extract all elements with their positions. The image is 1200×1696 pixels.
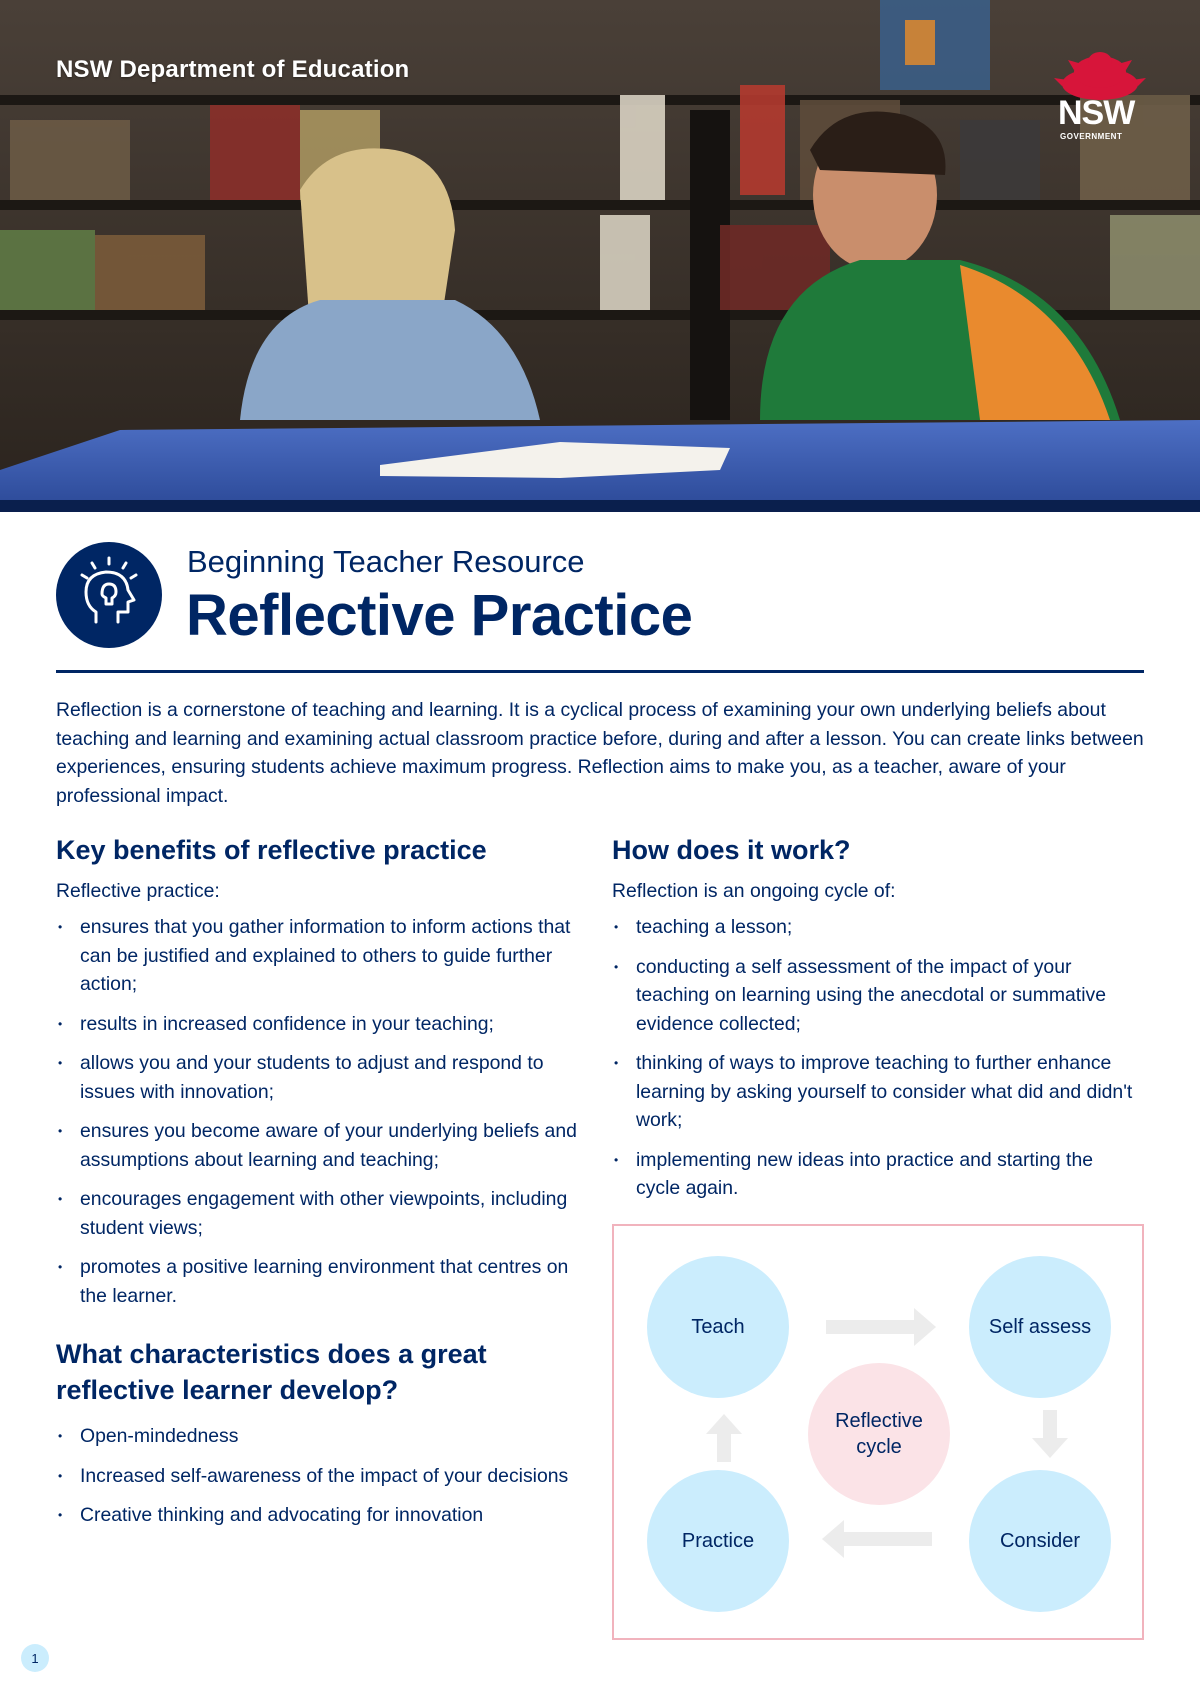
- cycle-node-practice: Practice: [647, 1470, 789, 1612]
- organisation-name: NSW Department of Education: [56, 56, 410, 83]
- hero-divider-band: [0, 500, 1200, 512]
- page-number: 1: [21, 1644, 49, 1672]
- cycle-node-center: [808, 1363, 950, 1505]
- nsw-government-logo: [1052, 52, 1148, 152]
- document-title: Reflective Practice: [186, 583, 693, 648]
- list-item: • promotes a positive learning environment that centres on the learner.: [56, 1253, 586, 1310]
- list-item: • ensures you become aware of your underlying beliefs and assumptions about learning and teaching;: [56, 1117, 586, 1174]
- list-item: • teaching a lesson;: [612, 913, 1142, 942]
- arrow-right-icon: [826, 1308, 936, 1346]
- list-item: • Open-mindedness: [56, 1422, 586, 1451]
- cycle-node-consider: Consider: [969, 1470, 1111, 1612]
- list-item: • Creative thinking and advocating for innovation: [56, 1501, 586, 1530]
- characteristics-section: [56, 1336, 586, 1541]
- header-rule: [56, 670, 1144, 673]
- nsw-logo-government: GOVERNMENT: [1060, 132, 1123, 141]
- list-item: • allows you and your students to adjust and respond to issues with innovation;: [56, 1049, 586, 1106]
- benefits-section: [56, 832, 586, 1321]
- benefits-lead: Reflective practice:: [56, 880, 220, 902]
- how-lead: Reflection is an ongoing cycle of:: [612, 880, 896, 902]
- characteristics-list: [56, 1422, 586, 1530]
- reflective-cycle-diagram: [612, 1224, 1144, 1640]
- arrow-down-icon: [1032, 1410, 1068, 1458]
- characteristics-heading: What characteristics does a great reflective learner develop?: [56, 1339, 487, 1405]
- how-heading: How does it work?: [612, 835, 851, 865]
- how-it-works-section: [612, 832, 1142, 1214]
- arrow-left-icon: [822, 1520, 932, 1558]
- arrow-up-icon: [706, 1414, 742, 1462]
- benefits-heading: Key benefits of reflective practice: [56, 835, 487, 865]
- cycle-center-line1: Reflective: [835, 1410, 923, 1432]
- how-list: [612, 913, 1142, 1203]
- cycle-center-line2: cycle: [856, 1436, 902, 1458]
- list-item: • implementing new ideas into practice and starting the cycle again.: [612, 1146, 1142, 1203]
- benefits-list: [56, 913, 586, 1310]
- list-item: • ensures that you gather information to inform actions that can be justified and explained to others to guide further action;: [56, 913, 586, 999]
- list-item: • thinking of ways to improve teaching to further enhance learning by asking yourself to consider what did and didn't work;: [612, 1049, 1142, 1135]
- cycle-node-self-assess: Self assess: [969, 1256, 1111, 1398]
- list-item: • encourages engagement with other viewpoints, including student views;: [56, 1185, 586, 1242]
- list-item: • conducting a self assessment of the impact of your teaching on learning using the anecdotal or summative evidence collected;: [612, 953, 1142, 1039]
- cycle-node-teach: Teach: [647, 1256, 789, 1398]
- head-lightbulb-icon: [56, 542, 162, 648]
- intro-paragraph: Reflection is a cornerstone of teaching and learning. It is a cyclical process of examining your own underlying beliefs about teaching and learning and examining actual classroom practice before, during and after a lesson. You can create links between experiences, ensuring students achieve maximum progress. Reflection aims to make you, as a teacher, aware of your professional impact.: [56, 699, 1144, 807]
- nsw-logo-word: NSW: [1058, 94, 1135, 132]
- list-item: • Increased self-awareness of the impact of your decisions: [56, 1462, 586, 1491]
- list-item: • results in increased confidence in your teaching;: [56, 1010, 586, 1039]
- document-subtitle: Beginning Teacher Resource: [187, 544, 585, 579]
